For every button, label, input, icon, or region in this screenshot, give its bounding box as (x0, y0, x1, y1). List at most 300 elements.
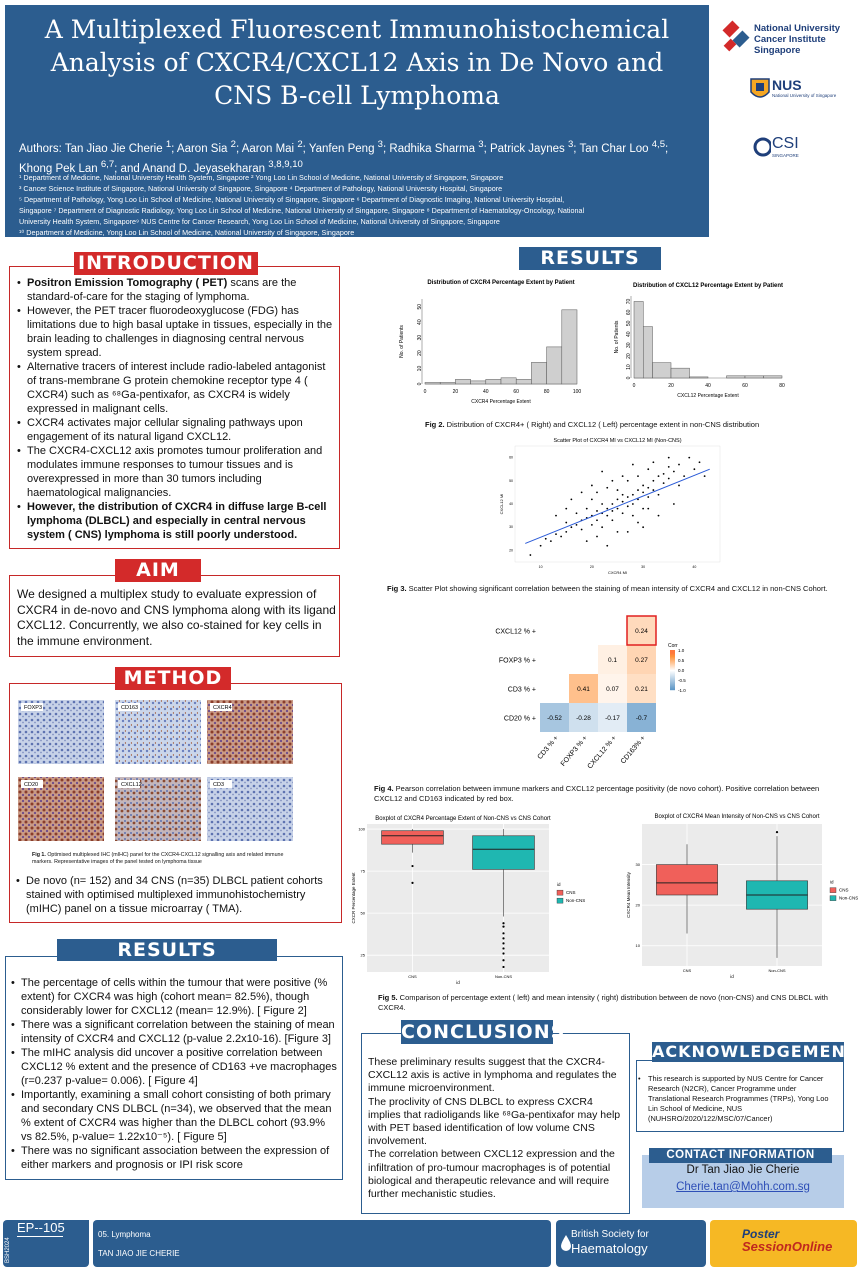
affil-sup: 3 (377, 139, 383, 150)
bold-text: Positron Emission Tomography ( PET) (27, 277, 228, 289)
conclusions-heading: CONCLUSIONS (401, 1021, 566, 1043)
scatter-point (611, 519, 613, 521)
ncis-logo-text: Singapore (754, 45, 801, 56)
x-axis-label: id (730, 974, 734, 979)
method-list (16, 874, 334, 916)
list-item (17, 304, 335, 360)
item-text: The percentage of cells within the tumour that were positive (% extent) for CXCR4 was high (cohort mean= 82.5%), though considerably lower for CXCL12 (mean= 12.9%). [ Figure 2] (21, 977, 328, 1017)
scatter-point (637, 475, 639, 477)
scatter-point (611, 480, 613, 482)
cell-value-label: 0.07 (606, 686, 619, 693)
panel-label: CXCR4 (213, 705, 232, 711)
histogram-bar (516, 379, 531, 384)
title-line: Analysis of CXCR4/CXCL12 Axis in De Novo and (50, 48, 664, 77)
contact-name: Dr Tan Jiao Jie Cherie (686, 1164, 800, 1176)
histogram-bar (727, 376, 746, 378)
list-item (17, 444, 335, 500)
y-tick-label: 20 (509, 548, 513, 553)
fig4-caption (374, 784, 836, 804)
affil-sup: 3 (478, 139, 484, 150)
affil-sup: 3 (567, 139, 574, 150)
scatter-point (668, 457, 670, 459)
x-tick-label: CNS (408, 974, 417, 979)
y-tick-label: 10 (626, 364, 632, 370)
scatter-point (606, 487, 608, 489)
x-tick-label: 40 (483, 389, 489, 395)
x-tick-label: 20 (668, 383, 674, 389)
legend-title: id (557, 882, 561, 888)
scatter-point (673, 503, 675, 505)
title-banner (5, 5, 709, 237)
authors-line (19, 137, 699, 177)
affiliation-line: ⁵ Department of Pathology, Yong Loo Lin School of Medicine, National University of Singapore, Singapore ⁶ Department of Diagnostic Imaging, National University Hospital, (19, 195, 565, 204)
nus-logo-text: NUS (772, 77, 802, 93)
y-tick-label: 10 (417, 365, 423, 372)
title-line: CNS B-cell Lymphoma (214, 81, 500, 110)
affiliation-line: University Health System, Singapore⁹ NUS Centre for Cancer Research, Yong Loo Lin School of Medicine, National University of Singapore, Singapore (19, 217, 500, 226)
list-item (17, 276, 335, 304)
histogram-bar (643, 327, 652, 378)
y-tick-label: 50 (509, 478, 513, 483)
histogram-bar (562, 310, 577, 384)
nus-logo-subtext: National University of Singapore (772, 93, 837, 98)
y-tick-label: 30 (417, 334, 423, 341)
psol-logo-text: Poster (742, 1227, 780, 1241)
scatter-point (704, 475, 706, 477)
list-item (11, 976, 339, 1018)
affiliations (19, 172, 699, 238)
contact-heading: CONTACT INFORMATION (649, 1148, 832, 1163)
x-tick-label: 80 (543, 389, 550, 395)
scatter-point (581, 492, 583, 494)
scatter-point (565, 522, 567, 524)
scatter-point (632, 464, 634, 466)
poster-category: 05. Lymphoma (98, 1230, 151, 1239)
list-item (11, 1018, 339, 1046)
list-item (11, 1046, 339, 1088)
y-tick-label: 30 (509, 525, 513, 530)
box (473, 836, 535, 870)
csi-logo (716, 128, 856, 168)
results-right-heading: RESULTS (519, 247, 661, 270)
cxcr4-histogram (395, 273, 595, 411)
outlier-point (502, 947, 504, 949)
affil-sup: 2 (230, 139, 236, 150)
column-label: FOXP3 % + (559, 734, 590, 768)
scatter-point (658, 494, 660, 496)
scatter-point (627, 531, 629, 533)
scatter-point (637, 522, 639, 524)
x-tick-label: 80 (779, 383, 785, 389)
x-tick-label: 0 (632, 383, 636, 389)
cell-value-label: -0.52 (547, 715, 562, 722)
acknowledgement-list (638, 1074, 840, 1124)
scatter-point (688, 457, 690, 459)
side-id-text: BSH2024 (5, 1237, 11, 1263)
y-axis-label: No. of Patients (614, 320, 620, 354)
legend-tick-label: 1.0 (678, 648, 685, 653)
scatter-point (683, 475, 685, 477)
y-tick-label: 20 (635, 902, 640, 908)
list-item (17, 416, 335, 444)
histogram-bar (471, 381, 486, 384)
list-item (638, 1074, 840, 1124)
legend-swatch (557, 890, 563, 895)
scatter-point (632, 494, 634, 496)
caption-text: Comparison of percentage extent ( left) and mean intensity ( right) distribution between de novo (non-CNS) and CNS DLBCL with CXCR4. (378, 993, 828, 1012)
cell-value-label: 0.41 (577, 686, 590, 693)
y-axis-label: CXCR Percentage Extent (351, 872, 356, 924)
scatter-point (673, 471, 675, 473)
row-label: FOXP3 % + (498, 657, 536, 665)
scatter-point (668, 466, 670, 468)
poster-session-online-logo (710, 1220, 857, 1267)
item-text: Alternative tracers of interest include radio-labeled antagonist of trans-membrane G protein chemokine receptor type 4 ( CXCR4) such as ⁶⁸Ga-pentixafor, as CXCR4 is widely expressed in malignant cells. (27, 361, 326, 415)
scatter-point (622, 501, 624, 503)
chart-title: Distribution of CXCL12 Percentage Extent by Patient (632, 283, 784, 289)
legend-swatch (557, 898, 563, 903)
scatter-point (642, 492, 644, 494)
list-item (11, 1144, 339, 1172)
results-heading: RESULTS (57, 939, 277, 961)
histogram-bar (671, 368, 690, 378)
outlier-point (411, 865, 413, 867)
item-text: scans are the standard-of-care for the staging of lymphoma. (27, 277, 297, 303)
scatter-point (591, 524, 593, 526)
scatter-point (622, 494, 624, 496)
x-tick-label: 100 (572, 389, 582, 395)
scatter-point (540, 545, 542, 547)
scatter-point (652, 480, 654, 482)
item-text: CXCR4 activates major cellular signaling pathways upon engagement of its natural ligand CXCL12. (27, 417, 303, 443)
cxcl12-histogram (610, 276, 800, 406)
y-tick-label: 40 (509, 502, 513, 506)
cell-value-label: 0.27 (635, 657, 648, 664)
author-text: ; Radhika Sharma (383, 142, 479, 155)
poster-author: TAN JIAO JIE CHERIE (98, 1249, 180, 1258)
y-tick-label: 50 (360, 910, 365, 916)
row-label: CD3 % + (507, 686, 536, 694)
histogram-bar (440, 382, 455, 384)
legend-swatch (830, 896, 836, 901)
item-text: There was no significant association between the expression of either markers and prognosis or IPI risk score (21, 1145, 330, 1171)
scatter-point (617, 498, 619, 500)
scatter-point (596, 492, 598, 494)
scatter-point (642, 485, 644, 487)
scatter-point (637, 489, 639, 491)
cell-value-label: 0.21 (635, 686, 648, 693)
list-item (16, 874, 334, 916)
column-label: CD3 % + (536, 734, 561, 761)
x-axis-label: CXCR4 Percentage Extent (471, 399, 531, 405)
fig-label: Fig 2. (425, 420, 445, 429)
scatter-point (529, 554, 531, 556)
legend-tick-label: 0.0 (678, 668, 685, 673)
column-label: CD163% + (619, 734, 648, 766)
fig5-caption (378, 993, 838, 1013)
list-item (17, 500, 335, 542)
x-axis-label: id (456, 980, 460, 985)
legend-tick-label: 0.5 (678, 658, 685, 663)
cell-value-label: -0.28 (576, 715, 591, 722)
cell-value-label: -0.7 (635, 715, 648, 722)
method-heading: METHOD (115, 667, 231, 690)
outlier-point (502, 959, 504, 961)
outlier-point (502, 952, 504, 954)
scatter-point (647, 487, 649, 489)
affiliation-line: Singapore ⁷ Department of Diagnostic Radiology, Yong Loo Lin School of Medicine, National University of Singapore, Singapore ⁸ Department of Haematology-Oncology, National (19, 206, 585, 215)
cell-value-label: 0.24 (635, 628, 648, 635)
legend-title: id (830, 879, 834, 885)
y-tick-label: 60 (509, 455, 513, 460)
outlier-point (776, 831, 778, 833)
x-axis-label: CXCL12 Percentage Extent (677, 393, 739, 399)
author-text: ; Aaron Mai (235, 142, 298, 155)
panel-label: CXCL12 (121, 782, 142, 788)
scatter-point (632, 503, 634, 505)
scatter-point (617, 489, 619, 491)
contact-email-link[interactable]: Cherie.tan@Mohh.com.sg (676, 1181, 810, 1193)
scatter-point (627, 480, 629, 482)
author-text: ; and Anand D. Jeyasekharan (114, 162, 269, 175)
legend-label: CNS (566, 890, 576, 896)
bsh-logo-text: Haematology (571, 1241, 648, 1256)
x-tick-label: 20 (589, 565, 594, 569)
scatter-point (647, 508, 649, 510)
item-text: The mIHC analysis did uncover a positive correlation between CXCL12 % extent and the presence of CD163 +ve macrophages (r=0.237 p-value= 0.006). [ Figure 4] (21, 1047, 337, 1087)
title-line: A Multiplexed Fluorescent Immunohistochemical (44, 15, 670, 44)
scatter-point (606, 508, 608, 510)
fig1-caption (32, 852, 302, 866)
legend-tick-label: -1.0 (678, 688, 686, 693)
row-label: CXCL12 % + (495, 628, 536, 636)
list-item (17, 360, 335, 416)
panel-label: CD20 (24, 782, 39, 788)
scatter-point (591, 498, 593, 500)
scatter-point (647, 468, 649, 470)
histogram-bar (634, 301, 643, 378)
y-tick-label: 20 (626, 353, 632, 359)
author-text: ; Aaron Sia (171, 142, 231, 155)
legend-label: Non-CNS (839, 895, 858, 901)
scatter-point (647, 496, 649, 498)
item-text: The CXCR4-CXCL12 axis promotes tumour proliferation and modulates immune responses to tumour tissues and is overexpressed in more than 30 tumors including haematological malignancies. (27, 445, 323, 499)
bold-text: However, the distribution of CXCR4 in diffuse large B-cell lymphoma (DLBCL) and especially in central nervous system ( CNS) lymphoma is still poorly understood. (27, 501, 327, 541)
aim-text: We designed a multiplex study to evaluate expression of CXCR4 in de-novo and CNS lymphoma along with its ligand CXCL12. Concurrently, we also co-stained for key cells in the immune environment. (17, 587, 336, 648)
fig3-caption (387, 584, 837, 594)
scatter-point (627, 496, 629, 498)
poster-title (5, 13, 709, 112)
y-tick-label: 0 (417, 382, 423, 386)
x-tick-label: 40 (692, 565, 697, 569)
histogram-bar (531, 362, 546, 384)
x-tick-label: Non-CNS (768, 968, 786, 973)
scatter-point (632, 515, 634, 517)
scatter-point (606, 545, 608, 547)
scatter-point (622, 512, 624, 514)
affiliation-line: ¹ Department of Medicine, National University Health System, Singapore ² Yong Loo Lin School of Medicine, National University of Singapore, Singapore (19, 173, 504, 182)
x-tick-label: 0 (423, 389, 427, 395)
ncis-emblem-icon (722, 20, 752, 56)
affil-sup: 1 (165, 139, 172, 150)
author-text: ; Yanfen Peng (302, 142, 378, 155)
histogram-bar (690, 377, 709, 378)
outlier-point (502, 932, 504, 934)
scatter-point (576, 512, 578, 514)
psol-logo-text: SessionOnline (742, 1239, 833, 1254)
author-text: Authors: Tan Jiao Jie Cherie (19, 142, 166, 155)
x-tick-label: 30 (641, 565, 646, 569)
x-tick-label: 20 (452, 389, 459, 395)
outlier-point (502, 942, 504, 944)
scatter-point (617, 508, 619, 510)
affil-sup: 3,8,9,10 (268, 158, 303, 170)
y-tick-label: 40 (626, 331, 632, 338)
csi-logo-text: CSI (772, 135, 799, 152)
item-text: This research is supported by NUS Centre for Cancer Research (N2CR), Cancer Programme under Translational Research Programmes (TRPs), Yong Loo Lin School of Medicine, NUS (NUHSRO/2020/122/MSC/07/Cancer) (648, 1074, 829, 1123)
caption-text: Distribution of CXCR4+ ( Right) and CXCL12 ( Left) percentage extent in non-CNS distribution (444, 420, 760, 429)
box (656, 865, 717, 895)
ncis-logo-text: Cancer Institute (754, 34, 826, 45)
y-tick-label: 30 (635, 862, 640, 868)
fig2-caption (425, 420, 835, 429)
scatter-point (596, 519, 598, 521)
boxplot-extent (345, 810, 585, 986)
chart-title: Distribution of CXCR4 Percentage Extent by Patient (427, 280, 575, 286)
y-tick-label: 50 (626, 320, 632, 327)
scatter-point (652, 489, 654, 491)
scatter-point (678, 464, 680, 466)
correlation-heatmap (480, 610, 710, 788)
box (382, 831, 444, 844)
bsh-logo-text: British Society for (571, 1229, 649, 1240)
footer-bar (0, 1220, 860, 1269)
acknowledgement-heading: ACKNOWLEDGEMENT (652, 1042, 858, 1061)
legend-swatch (830, 888, 836, 893)
item-text: De novo (n= 152) and 34 CNS (n=35) DLBCL patient cohorts stained with optimised multiplexed immunohistochemistry (mIHC) panel on a tissue microarray ( TMA). (26, 875, 323, 915)
list-item (11, 1088, 339, 1144)
fig-label: Fig 4. (374, 784, 394, 793)
x-tick-label: 40 (705, 383, 711, 389)
introduction-heading: INTRODUCTION (74, 252, 258, 275)
item-text: However, the PET tracer fluorodeoxyglucose (FDG) has limitations due to high basal uptake in tissues, especially in the brain leading to challenges in diagnosing central nervous system spread. (27, 305, 333, 359)
affil-sup: 2 (297, 139, 303, 150)
conclusions-text (368, 1056, 626, 1201)
scatter-point (550, 540, 552, 542)
caption-text: Scatter Plot showing significant correlation between the staining of mean intensity of CXCR4 and CXCL12 in non-CNS Cohort. (406, 584, 828, 593)
legend-gradient-step (670, 689, 675, 690)
author-text: ; Tan Char Loo (573, 142, 652, 155)
histogram-bar (745, 376, 764, 378)
poster-code: EP--105 (17, 1220, 89, 1236)
scatter-point (606, 515, 608, 517)
panel-label: CD3 (213, 782, 225, 788)
scatter-point (601, 503, 603, 505)
x-tick-label: 10 (538, 565, 543, 569)
aim-heading: AIM (115, 559, 201, 582)
scatter-point (596, 536, 598, 538)
y-axis-label: No. of Patients (399, 325, 405, 358)
histogram-bar (425, 382, 440, 384)
y-tick-label: 10 (635, 943, 640, 949)
conclusion-para: The proclivity of CNS DLBCL to express CXCR4 implies that radioligands like ⁶⁸Ga-pentixafor may help with PET based identification of low volume CNS involvement. (368, 1095, 621, 1148)
y-tick-label: 50 (417, 303, 423, 310)
scatter-point (586, 508, 588, 510)
scatter-point (555, 533, 557, 535)
scatter-point (678, 485, 680, 487)
footer-info-block (93, 1220, 551, 1267)
footer-divider (17, 1236, 63, 1237)
chart-title: Boxplot of CXCR4 Mean Intensity of Non-CNS vs CNS Cohort (654, 814, 820, 820)
scatter-point (565, 508, 567, 510)
csi-logo-subtext: SINGAPORE (772, 153, 799, 158)
scatter-point (627, 505, 629, 507)
histogram-bar (653, 363, 672, 378)
y-tick-label: 60 (626, 309, 632, 316)
scatter-point (586, 540, 588, 542)
column-label: CXCL12 % + (586, 734, 619, 771)
histogram-bar (501, 378, 516, 384)
ncis-logo (716, 14, 856, 64)
y-tick-label: 100 (358, 826, 365, 832)
author-text: ; Patrick Jaynes (483, 142, 568, 155)
plot-area (515, 446, 720, 562)
scatter-point (555, 515, 557, 517)
scatter-point (560, 536, 562, 538)
scatter-point (576, 524, 578, 526)
scatter-point (658, 515, 660, 517)
scatter-point (611, 503, 613, 505)
panel-label: CD163 (121, 705, 139, 711)
ncis-logo-text: National University (754, 23, 841, 34)
legend-label: Non-CNS (566, 898, 585, 904)
conclusion-para: The correlation between CXCL12 expression and the infiltration of pro-tumour macrophages is of potential biological and therapeutic relevance and will require further mechanistic studies. (368, 1148, 615, 1201)
histogram-bar (547, 347, 562, 384)
scatter-point (601, 526, 603, 528)
footer-side-id (2, 1222, 14, 1266)
y-tick-label: 20 (417, 350, 423, 356)
nus-crest-icon (750, 78, 770, 102)
affiliation-line: ³ Cancer Science Institute of Singapore, National University of Singapore, Singapore ⁴ Department of Pathology, National University Hospital, Singapore (19, 184, 503, 193)
csi-emblem-icon (753, 136, 771, 158)
scatter-point (663, 473, 665, 475)
affil-sup: 4,5 (651, 139, 666, 150)
item-text: Importantly, examining a small cohort consisting of both primary and secondary CNS DLBCL (n=34), we observed that the mean % extent of CXCR4 was higher than the DLBCL cohort (93.9% vs 82.5%, p-value= 1.22x10⁻⁵). [ Figure 5] (21, 1089, 332, 1143)
cell-value-label: -0.17 (605, 715, 620, 722)
scatter-point (591, 485, 593, 487)
scatter-point (570, 526, 572, 528)
scatter-point (581, 529, 583, 531)
author-text: ; Khong Pek Lan (19, 142, 669, 175)
histogram-bar (486, 379, 501, 384)
y-tick-label: 70 (626, 298, 632, 305)
fig-label: Fig 5. (378, 993, 398, 1002)
y-axis-label: CXCR4 Mean Intensity (626, 872, 631, 918)
chart-title: Scatter Plot of CXCR4 MI vs CXCL12 MI (Non-CNS) (553, 438, 682, 444)
outlier-point (502, 922, 504, 924)
legend-tick-label: -0.5 (678, 678, 686, 683)
scatter-point (601, 471, 603, 473)
scatter-point (611, 510, 613, 512)
caption-text: Pearson correlation between immune markers and CXCL12 percentage positivity (de novo cohort). Positive correlation between CXCL12 and CD163 indicated by red box. (374, 784, 820, 803)
outlier-point (411, 882, 413, 884)
panel-label: FOXP3 (24, 705, 43, 711)
x-tick-label: 60 (513, 389, 519, 395)
legend-label: CNS (839, 887, 849, 893)
scatter-point (699, 461, 701, 463)
scatter-point (565, 531, 567, 533)
scatter-point (693, 468, 695, 470)
